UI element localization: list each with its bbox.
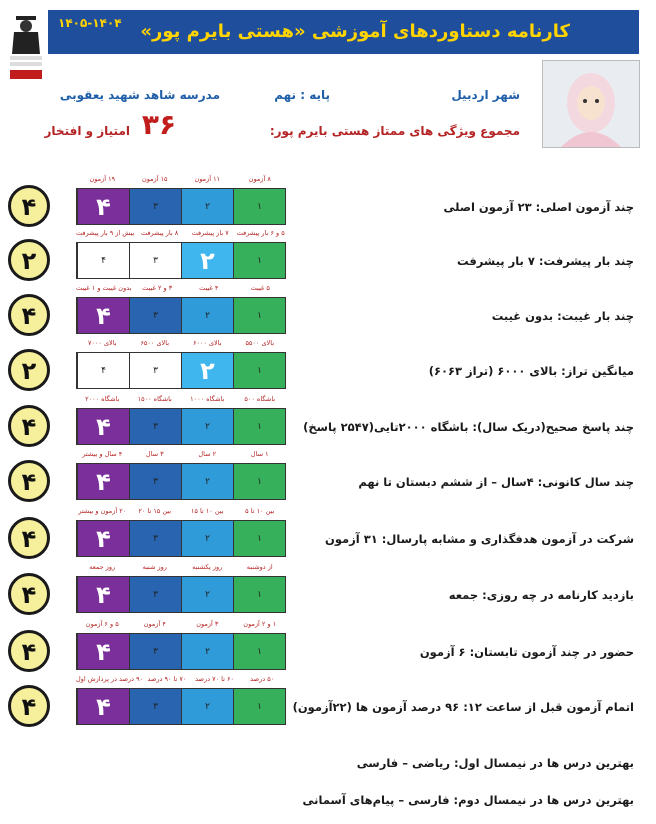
level-label: ۱ سال xyxy=(250,450,269,458)
level-label: بیش از ۹ بار پیشرفت xyxy=(76,229,135,237)
level-bar xyxy=(76,576,286,613)
student-photo xyxy=(542,60,640,148)
level-label: بالای ۷۰۰۰ xyxy=(87,339,117,347)
school-label: مدرسه شاهد شهید یعقوبی xyxy=(59,88,220,102)
level-labels xyxy=(76,674,286,685)
achieved-level-cell: ۲ xyxy=(181,353,233,388)
level-cell: ۱ xyxy=(233,353,285,388)
level-label: روز شنبه xyxy=(142,563,167,571)
achieved-level-cell: ۴ xyxy=(77,689,129,724)
level-label: بالای ۵۵۰۰ xyxy=(245,339,275,347)
level-labels xyxy=(76,228,286,239)
level-labels xyxy=(76,394,286,405)
level-cell: ۴ xyxy=(77,243,129,278)
level-labels xyxy=(76,619,286,630)
level-cell: ۳ xyxy=(129,298,181,333)
level-cell: ۴ xyxy=(77,353,129,388)
row-score-badge: ۴ xyxy=(8,685,50,727)
level-cell: ۳ xyxy=(129,464,181,499)
row-question: چند پاسخ صحیح(دریک سال): باشگاه ۲۰۰۰تایی(۲۵۴۷ پاسخ) xyxy=(303,420,634,434)
year-range: ۱۴۰۵-۱۴۰۴ xyxy=(58,16,122,30)
row-score-badge: ۲ xyxy=(8,239,50,281)
level-label: ۵۰ درصد xyxy=(250,675,275,683)
level-label: بین ۱۵ تا ۲۰ xyxy=(138,507,172,515)
level-label: روز یکشنبه xyxy=(192,563,223,571)
level-bar xyxy=(76,188,286,225)
row-score-badge: ۴ xyxy=(8,630,50,672)
row-score-badge: ۴ xyxy=(8,405,50,447)
level-bar xyxy=(76,242,286,279)
level-bar xyxy=(76,297,286,334)
achieved-level-cell: ۴ xyxy=(77,464,129,499)
level-cell: ۱ xyxy=(233,577,285,612)
level-label: ۳ سال xyxy=(145,450,164,458)
grade-label: پایه : نهم xyxy=(274,88,330,102)
level-label: باشگاه ۱۰۰۰ xyxy=(190,395,225,403)
level-labels xyxy=(76,449,286,460)
row-question: شرکت در آزمون هدفگذاری و مشابه پارسال: ۳۱ آزمون xyxy=(325,532,634,546)
level-labels xyxy=(76,562,286,573)
row-score-badge: ۴ xyxy=(8,573,50,615)
level-bar xyxy=(76,633,286,670)
level-label: ۲۰ آزمون و بیشتر xyxy=(78,507,127,515)
level-label: باشگاه ۵۰۰ xyxy=(244,395,276,403)
level-label: ۸ آزمون xyxy=(248,175,271,183)
row-score-badge: ۲ xyxy=(8,349,50,391)
best-subjects-term2: بهترین درس ها در نیمسال دوم: فارسی – پیام‌های آسمانی xyxy=(302,793,634,807)
level-cell: ۱ xyxy=(233,634,285,669)
level-cell: ۱ xyxy=(233,189,285,224)
level-label: ۴ آزمون xyxy=(143,620,166,628)
level-cell: ۳ xyxy=(129,521,181,556)
level-cell: ۱ xyxy=(233,409,285,444)
row-score-badge: ۴ xyxy=(8,517,50,559)
level-label: ۲ سال xyxy=(198,450,217,458)
level-label: بالای ۶۰۰۰ xyxy=(192,339,222,347)
row-score-badge: ۴ xyxy=(8,460,50,502)
page-title: کارنامه دستاوردهای آموزشی «هستی بایرم پور» xyxy=(140,21,570,42)
level-label: باشگاه ۲۰۰۰ xyxy=(85,395,120,403)
level-label: بین ۱۰ تا ۵ xyxy=(245,507,275,515)
level-cell: ۲ xyxy=(181,189,233,224)
level-label: ۵ غیبت xyxy=(250,284,270,292)
level-cell: ۳ xyxy=(129,243,181,278)
level-label: ۱۹ آزمون xyxy=(89,175,116,183)
level-cell: ۲ xyxy=(181,409,233,444)
achieved-level-cell: ۴ xyxy=(77,634,129,669)
level-cell: ۱ xyxy=(233,521,285,556)
row-question: حضور در چند آزمون تابستان: ۶ آزمون xyxy=(419,645,634,659)
level-label: ۸ بار پیشرفت xyxy=(141,229,179,237)
achieved-level-cell: ۴ xyxy=(77,189,129,224)
row-question: چند سال کانونی: ۴سال – از ششم دبستان تا نهم xyxy=(358,475,634,489)
level-label: ۴ غیبت xyxy=(199,284,219,292)
kanoon-logo xyxy=(6,14,46,82)
row-score-badge: ۴ xyxy=(8,185,50,227)
level-label: ۳ آزمون xyxy=(196,620,219,628)
level-labels xyxy=(76,338,286,349)
level-cell: ۳ xyxy=(129,409,181,444)
best-subjects-term1: بهترین درس ها در نیمسال اول: ریاضی – فارسی xyxy=(356,756,634,770)
row-question: چند آزمون اصلی: ۲۳ آزمون اصلی xyxy=(443,200,634,214)
row-question: چند بار غیبت: بدون غیبت xyxy=(491,309,634,323)
level-bar xyxy=(76,688,286,725)
level-cell: ۳ xyxy=(129,353,181,388)
level-label: ۷ بار پیشرفت xyxy=(191,229,229,237)
level-labels xyxy=(76,506,286,517)
level-cell: ۲ xyxy=(181,577,233,612)
level-label: بین ۱۰ تا ۱۵ xyxy=(190,507,224,515)
achieved-level-cell: ۲ xyxy=(181,243,233,278)
achieved-level-cell: ۴ xyxy=(77,577,129,612)
row-question: چند بار پیشرفت: ۷ بار پیشرفت xyxy=(457,254,634,268)
features-label: مجموع ویژگی های ممتاز هستی بایرم پور: xyxy=(269,124,520,138)
level-labels xyxy=(76,283,286,294)
level-label: بدون غیبت و ۱ غیبت xyxy=(75,284,132,292)
level-cell: ۳ xyxy=(129,634,181,669)
level-cell: ۳ xyxy=(129,577,181,612)
level-cell: ۱ xyxy=(233,689,285,724)
level-label: ۵ و ۶ بار پیشرفت xyxy=(236,229,285,237)
level-label: ۱۱ آزمون xyxy=(194,175,221,183)
level-label: ۳ و ۲ غیبت xyxy=(142,284,173,292)
level-label: از دوشنبه xyxy=(246,563,273,571)
achieved-level-cell: ۴ xyxy=(77,298,129,333)
total-score: ۳۶ xyxy=(141,108,177,141)
level-label: باشگاه ۱۵۰۰ xyxy=(137,395,172,403)
achieved-level-cell: ۴ xyxy=(77,521,129,556)
city-label: شهر اردبیل xyxy=(451,88,520,102)
level-label: ۵ و ۶ آزمون xyxy=(85,620,119,628)
level-cell: ۲ xyxy=(181,689,233,724)
level-cell: ۲ xyxy=(181,298,233,333)
level-label: ۱۵ آزمون xyxy=(141,175,168,183)
row-question: اتمام آزمون قبل از ساعت ۱۲: ۹۶ درصد آزمون ها (۲۲آزمون) xyxy=(292,700,634,714)
level-bar xyxy=(76,408,286,445)
level-label: ۹۰ درصد در پردازش اول xyxy=(75,675,144,683)
level-cell: ۳ xyxy=(129,189,181,224)
level-label: ۶۰ تا ۷۰ درصد xyxy=(195,675,234,683)
level-cell: ۱ xyxy=(233,464,285,499)
achieved-level-cell: ۴ xyxy=(77,409,129,444)
level-label: روز جمعه xyxy=(89,563,116,571)
row-question: بازدید کارنامه در چه روزی: جمعه xyxy=(448,588,634,602)
row-score-badge: ۴ xyxy=(8,294,50,336)
level-cell: ۲ xyxy=(181,464,233,499)
level-cell: ۱ xyxy=(233,243,285,278)
level-label: ۱ و ۲ آزمون xyxy=(243,620,277,628)
level-label: ۴ سال و بیشتر xyxy=(82,450,123,458)
level-bar xyxy=(76,520,286,557)
level-cell: ۳ xyxy=(129,689,181,724)
level-bar xyxy=(76,352,286,389)
level-label: بالای ۶۵۰۰ xyxy=(140,339,170,347)
level-cell: ۱ xyxy=(233,298,285,333)
level-labels xyxy=(76,174,286,185)
level-label: ۷۰ تا ۹۰ درصد xyxy=(147,675,187,683)
level-cell: ۲ xyxy=(181,634,233,669)
row-question: میانگین تراز: بالای ۶۰۰۰ (تراز ۶۰۶۳) xyxy=(428,364,634,378)
level-bar xyxy=(76,463,286,500)
score-label: امتیاز و افتخار xyxy=(44,124,130,138)
level-cell: ۲ xyxy=(181,521,233,556)
